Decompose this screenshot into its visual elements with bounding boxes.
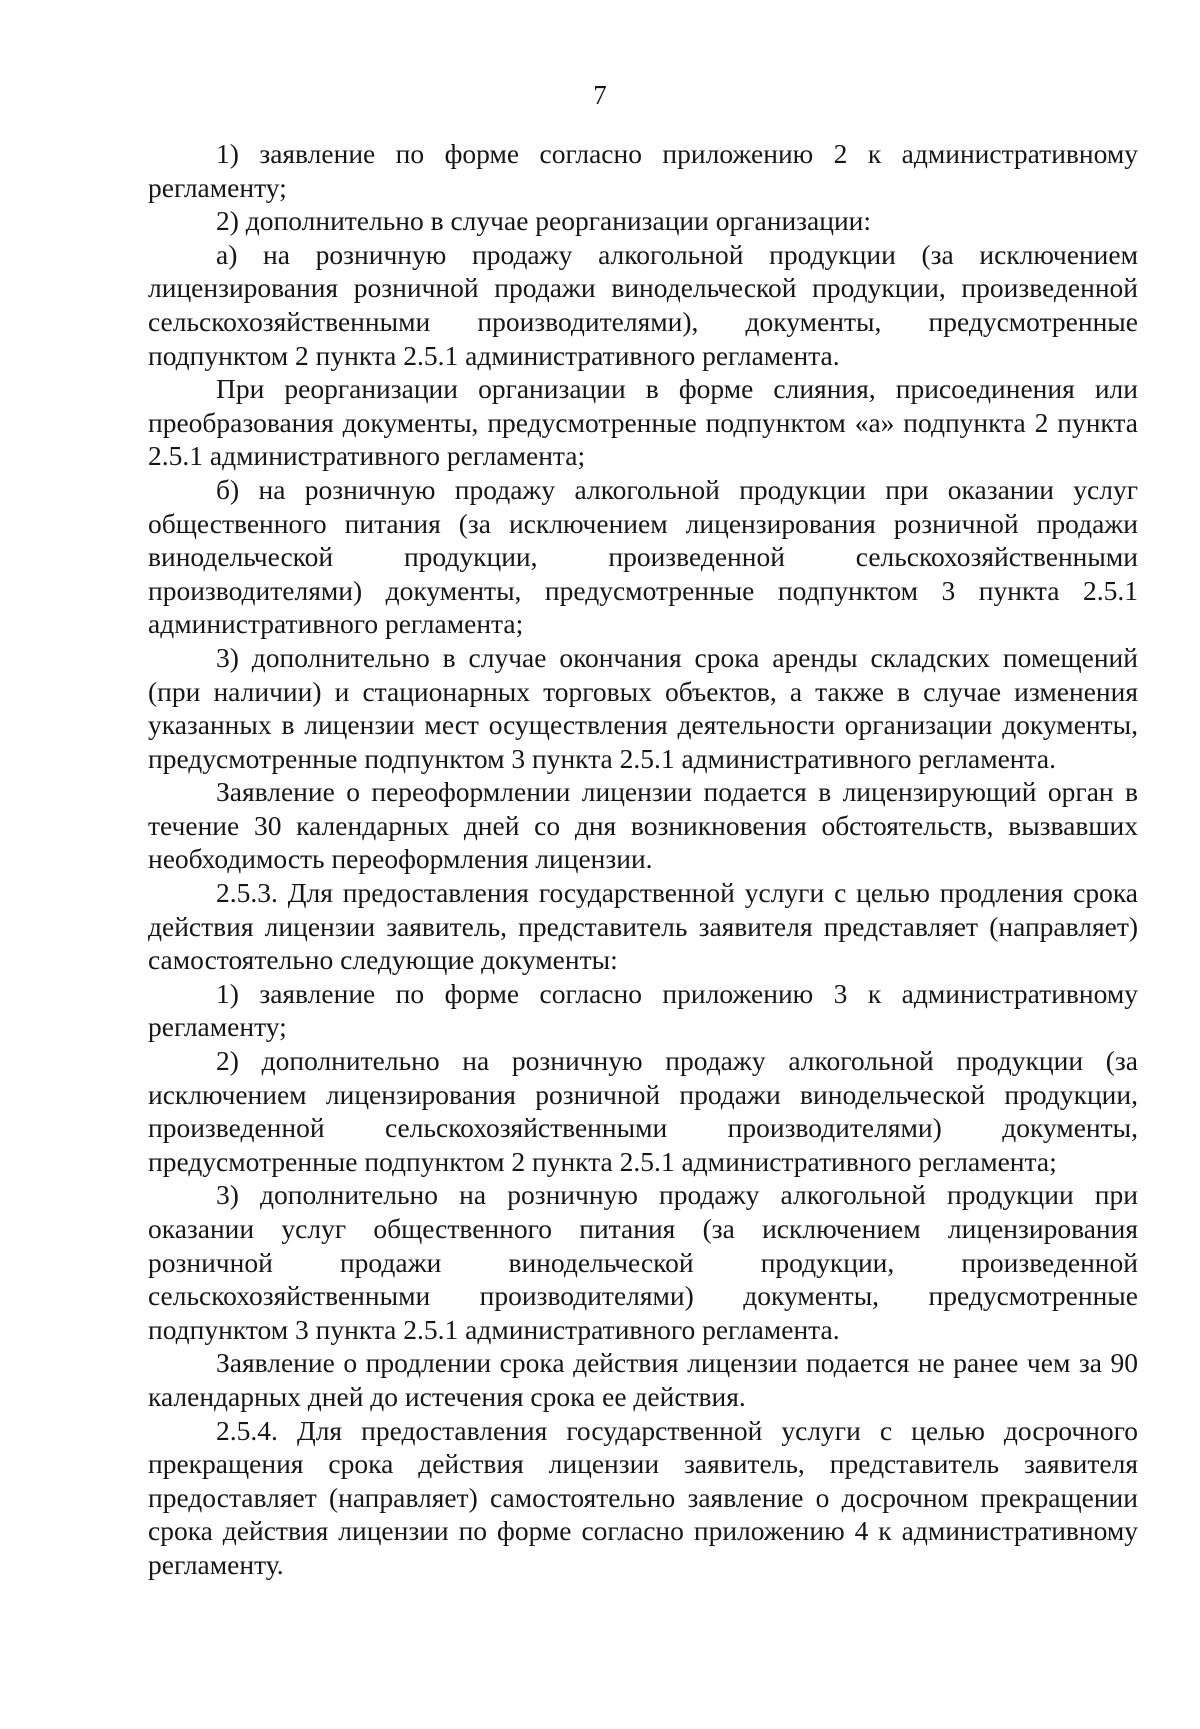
paragraph-renewal-item-1: 1) заявление по форме согласно приложению 3 к административному регламенту;: [148, 977, 1138, 1043]
paragraph-renewal-deadline: Заявление о продлении срока действия лицензии подается не ранее чем за 90 календарных дней до истечения срока ее действия.: [148, 1347, 1138, 1412]
page-number: 7: [593, 80, 607, 110]
paragraph-section-2-5-3: 2.5.3. Для предоставления государственной услуги с целью продления срока действия лицензии заявитель, представитель заявителя представляет (направляет) самостоятельно следующие документы:: [148, 877, 1138, 976]
paragraph-item-2-reorganization: 2) дополнительно в случае реорганизации организации:: [216, 205, 872, 237]
paragraph-subitem-b-catering: б) на розничную продажу алкогольной продукции при оказании услуг общественного питания (за исключением лицензирования розничной продажи винодельческой продукции, произведенной сельскохозяйственными производителями) документы, предусмотренные подпунктом 3 пункта 2.5.1 административного регламента;: [148, 473, 1138, 640]
paragraph-section-2-5-4: 2.5.4. Для предоставления государственной услуги с целью досрочного прекращения срока действия лицензии заявитель, представитель заявителя предоставляет (направляет) самостоятельно заявление о досрочном прекращении срока действия лицензии по форме согласно приложению 4 к административному регламенту.: [148, 1414, 1138, 1580]
document-body: [148, 137, 1138, 1582]
paragraph-item-3-lease-end: 3) дополнительно в случае окончания срока аренды складских помещений (при наличии) и стационарных торговых объектов, а также в случае изменения указанных в лицензии мест осуществления деятельности организации документы, предусмотренные подпунктом 3 пункта 2.5.1 административного регламента.: [148, 641, 1138, 774]
paragraph-item-1-application: 1) заявление по форме согласно приложению 2 к административному регламенту;: [148, 138, 1138, 203]
paragraph-reorganization-merger: При реорганизации организации в форме слияния, присоединения или преобразования документы, предусмотренные подпунктом «а» подпункта 2 пункта 2.5.1 административного регламента;: [148, 373, 1138, 472]
paragraph-renewal-item-2: 2) дополнительно на розничную продажу алкогольной продукции (за исключением лицензирования розничной продажи винодельческой продукции, произведенной сельскохозяйственными производителями) документы, предусмотренные подпунктом 2 пункта 2.5.1 административного регламента;: [148, 1045, 1138, 1177]
paragraph-renewal-item-3: 3) дополнительно на розничную продажу алкогольной продукции при оказании услуг общественного питания (за исключением лицензирования розничной продажи винодельческой продукции, произведенной сельскохозяйственными производителями) документы, предусмотренные подпунктом 3 пункта 2.5.1 административного регламента.: [148, 1179, 1138, 1345]
paragraph-subitem-a-retail: а) на розничную продажу алкогольной продукции (за исключением лицензирования розничной продажи винодельческой продукции, произведенной сельскохозяйственными производителями), документы, предусмотренные подпунктом 2 пункта 2.5.1 административного регламента.: [148, 238, 1138, 371]
paragraph-reissue-deadline: Заявление о переоформлении лицензии подается в лицензирующий орган в течение 30 календарных дней со дня возникновения обстоятельств, вызвавших необходимость переоформления лицензии.: [148, 776, 1138, 875]
